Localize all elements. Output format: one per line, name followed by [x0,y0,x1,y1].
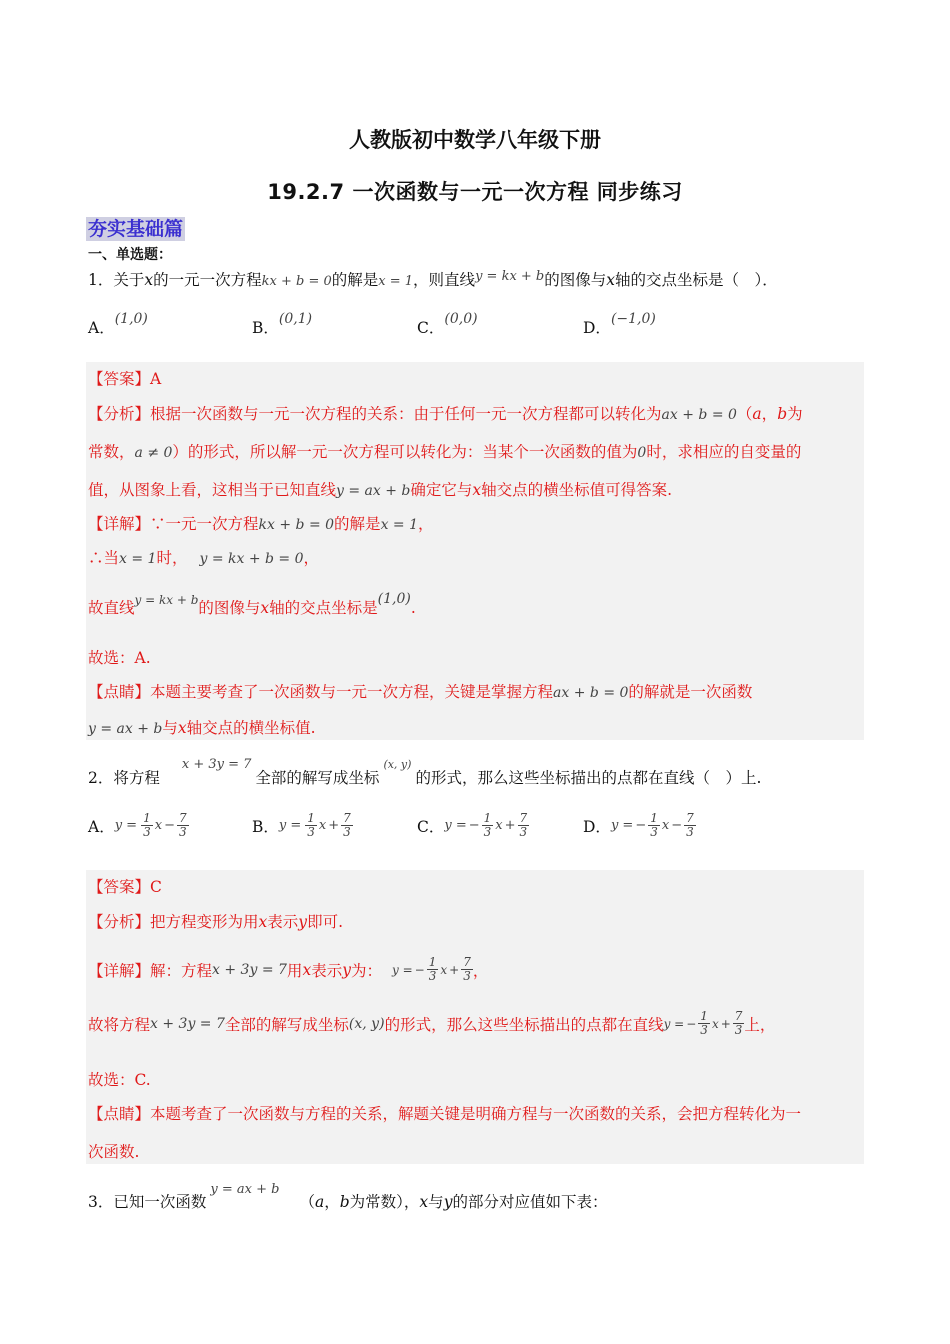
question-2-comment-line-1: 【点睛】本题考查了一次函数与方程的关系，解题关键是明确方程与一次函数的关系，会把方程转化为一 [88,1105,802,1123]
question-1-option-b[interactable]: B．(0,1) [252,311,313,337]
question-2-analysis: 【分析】把方程变形为用x表示y即可. [88,913,343,931]
question-2-option-b[interactable]: B． y = $\frac{1}{3}$ x + $\frac{7}{3}$ [252,811,351,839]
question-1-comment-line-2: y = ax + b与x轴交点的横坐标值. [88,719,316,737]
question-1-comment-line-1: 【点睛】本题主要考查了一次函数与一元一次方程，关键是掌握方程ax + b = 0的解就是一次函数 [88,683,753,701]
question-2-option-a[interactable]: A． y = $\frac{1}{3}$ x − $\frac{7}{3}$ [88,811,187,839]
question-1-choose: 故选：A. [88,649,151,667]
question-2-option-d[interactable]: D． y = − $\frac{1}{3}$ x − $\frac{7}{3}$ [583,811,694,839]
document-title: 人教版初中数学八年级下册 [349,128,601,152]
question-1-detail-line-1: 【详解】∵一元一次方程kx + b = 0的解是x = 1， [88,515,434,533]
question-1-option-d[interactable]: D．(−1,0) [583,311,656,337]
question-3-stem: 3．已知一次函数$^{y = ax + b}$（a，b为常数），x与y的部分对应值如下表： [88,1182,608,1211]
question-2-detail-line-2: 故将方程 x + 3y = 7 全部的解写成坐标 (x, y) 的形式，那么这些坐标描出的点都在直线 y = − $\frac{1}{3}$ x + $\frac{7}{3}$ 上， [88,1009,776,1037]
document-subtitle: 19.2.7 一次函数与一元一次方程 同步练习 [267,180,683,204]
question-1-analysis-line-1: 【分析】根据一次函数与一元一次方程的关系：由于任何一元一次方程都可以转化为ax + b = 0（a，b为 [88,405,803,423]
question-1-answer: 【答案】A [88,370,162,388]
question-2-stem: 2．将方程$^{x + 3y = 7}$全部的解写成坐标$^{(x, y)}$的形式，那么这些坐标描出的点都在直线（ ）上. [88,757,762,787]
question-2-comment-line-2: 次函数. [88,1143,140,1161]
question-2-detail-line-1: 【详解】 解：方程 x + 3y = 7 用 x 表示 y 为： y = − $\frac{1}{3}$ x + $\frac{7}{3}$ ， [88,955,489,983]
question-1-stem: 1．关于x的一元一次方程kx + b = 0的解是x = 1，则直线$^{y = kx + b}$的图像与x轴的交点坐标是（ ）． [88,269,778,289]
question-2-option-c[interactable]: C． y = − $\frac{1}{3}$ x + $\frac{7}{3}$ [417,811,528,839]
section-label: 夯实基础篇 [88,218,184,240]
question-1-option-a[interactable]: A．(1,0) [88,311,148,337]
question-1-detail-line-2: ∴当x = 1时， y = kx + b = 0， [88,549,320,567]
question-1-analysis-line-3: 值，从图象上看，这相当于已知直线y = ax + b确定它与x轴交点的横坐标值可得答案. [88,481,673,499]
question-2-answer: 【答案】C [88,878,162,896]
question-1-detail-line-3: 故直线$^{y = kx + b}$的图像与x轴的交点坐标是(1,0). [88,591,416,617]
question-2-choose: 故选：C. [88,1071,151,1089]
sub-heading: 一、单选题： [88,247,172,263]
question-1-analysis-line-2: 常数，a ≠ 0）的形式，所以解一元一次方程可以转化为：当某个一次函数的值为0时，求相应的自变量的 [88,443,802,461]
question-1-option-c[interactable]: C．(0,0) [417,311,478,337]
